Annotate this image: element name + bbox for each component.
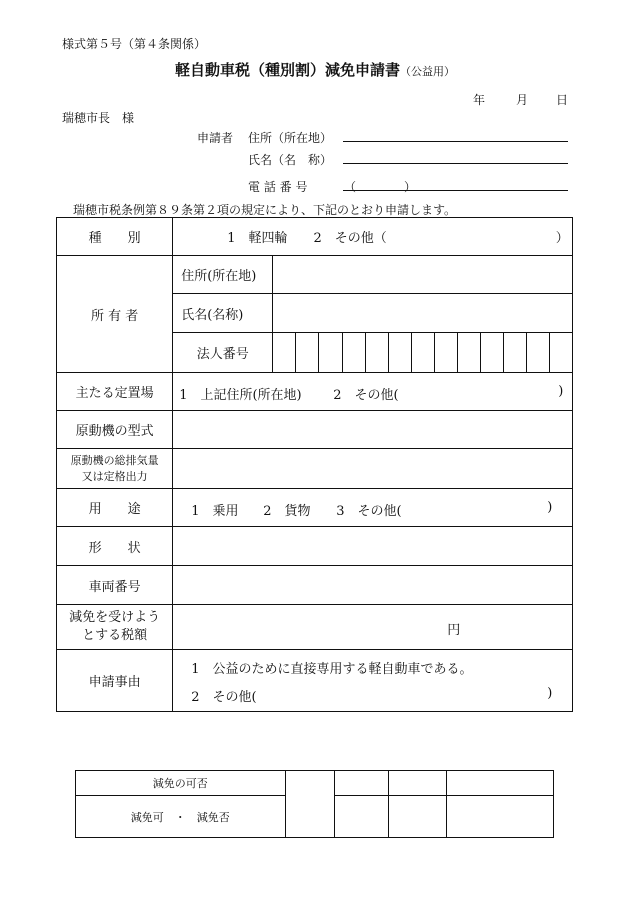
row-exempt-amount <box>57 605 573 650</box>
corp-no-digit[interactable] <box>549 333 572 373</box>
row-vehicle-no <box>57 566 573 605</box>
corp-no-digit[interactable] <box>526 333 549 373</box>
owner-name-label: 氏名(名称) <box>173 294 273 333</box>
storage-label: 主たる定置場 <box>57 373 173 411</box>
corp-no-digit[interactable] <box>434 333 457 373</box>
application-table <box>56 217 573 712</box>
exempt-amount-label <box>57 605 173 650</box>
corp-no-digit[interactable] <box>503 333 526 373</box>
use-close: ) <box>547 500 553 515</box>
row-reason <box>57 650 573 712</box>
date-year: 年 <box>473 93 486 107</box>
decision-table <box>75 770 554 838</box>
date-day: 日 <box>556 93 569 107</box>
exempt-amount-field[interactable] <box>173 605 573 650</box>
use-opt3: 3 その他( <box>336 504 402 519</box>
corp-no-digit[interactable] <box>365 333 388 373</box>
use-opt1: 1 乗用 <box>191 504 239 519</box>
reason-opt1: 1 公益のために直接専用する軽自動車である。 <box>191 662 473 677</box>
engine-model-label: 原動機の型式 <box>57 411 173 449</box>
decision-cell[interactable] <box>335 796 389 838</box>
displacement-label <box>57 449 173 489</box>
corp-no-digit[interactable] <box>296 333 319 373</box>
applicant-label: 申請者 <box>197 131 234 145</box>
decision-cell[interactable] <box>389 796 447 838</box>
row-shape <box>57 527 573 566</box>
corp-no-digit[interactable] <box>342 333 365 373</box>
type-options[interactable]: 1 軽四輪 2 その他（ ） <box>173 218 573 256</box>
applicant-phone-parens: （ ） <box>344 180 417 194</box>
applicant-phone-label: 電 話 番 号 <box>248 180 308 194</box>
use-opt2: 2 貨物 <box>263 504 311 519</box>
use-options[interactable] <box>173 489 573 527</box>
exempt-amount-unit: 円 <box>447 623 461 638</box>
decision-cell[interactable] <box>389 771 447 796</box>
displacement-label-line1: 原動機の総排気量 <box>70 453 159 467</box>
applicant-address-line[interactable] <box>343 141 568 142</box>
reason-options[interactable] <box>173 650 573 712</box>
applicant-address-label: 住所（所在地） <box>248 131 333 145</box>
corp-no-label: 法人番号 <box>173 333 273 373</box>
applicant-name-label: 氏名（名 称） <box>248 153 333 167</box>
row-use <box>57 489 573 527</box>
shape-field[interactable] <box>173 527 573 566</box>
reason-label: 申請事由 <box>57 650 173 712</box>
vehicle-no-label: 車両番号 <box>57 566 173 605</box>
owner-label: 所 有 者 <box>57 256 173 373</box>
corp-no-digit[interactable] <box>388 333 411 373</box>
exempt-amount-label-line2: とする税額 <box>82 628 148 643</box>
form-title-main: 軽自動車税（種別割）減免申請書 <box>175 61 401 79</box>
use-label: 用 途 <box>57 489 173 527</box>
corp-no-digit[interactable] <box>319 333 342 373</box>
owner-address-field[interactable] <box>273 256 573 294</box>
decision-cell[interactable] <box>447 796 554 838</box>
row-displacement <box>57 449 573 489</box>
row-engine-model <box>57 411 573 449</box>
addressee: 瑞穂市長 様 <box>62 111 135 125</box>
applicant-name-line[interactable] <box>343 163 568 164</box>
displacement-label-line2: 又は定格出力 <box>81 469 148 483</box>
storage-close: ) <box>558 384 564 399</box>
decision-value[interactable]: 減免可 ・ 減免否 <box>76 796 286 838</box>
form-title-sub: （公益用） <box>400 65 456 78</box>
storage-options[interactable] <box>173 373 573 411</box>
storage-opt1: 1 上記住所(所在地) <box>179 388 302 403</box>
reason-opt2: 2 その他( <box>191 690 257 705</box>
type-label: 種 別 <box>57 218 173 256</box>
decision-cell[interactable] <box>447 771 554 796</box>
shape-label: 形 状 <box>57 527 173 566</box>
form-title <box>175 59 455 80</box>
decision-row-header <box>76 771 554 796</box>
displacement-field[interactable] <box>173 449 573 489</box>
decision-cell[interactable] <box>335 771 389 796</box>
exempt-amount-label-line1: 減免を受けよう <box>69 610 161 625</box>
reason-close: ) <box>547 686 553 701</box>
decision-stamp-cell[interactable] <box>285 771 335 838</box>
corp-no-digit[interactable] <box>411 333 434 373</box>
corp-no-digit[interactable] <box>480 333 503 373</box>
row-type <box>57 218 573 256</box>
vehicle-no-field[interactable] <box>173 566 573 605</box>
storage-opt2: 2 その他( <box>333 388 399 403</box>
form-id: 様式第５号（第４条関係） <box>62 37 207 51</box>
decision-header: 減免の可否 <box>76 771 286 796</box>
row-owner-address <box>57 256 573 294</box>
row-storage <box>57 373 573 411</box>
intro-text: 瑞穂市税条例第８９条第２項の規定により、下記のとおり申請します。 <box>73 203 457 217</box>
owner-name-field[interactable] <box>273 294 573 333</box>
owner-address-label: 住所(所在地) <box>173 256 273 294</box>
corp-no-digit[interactable] <box>273 333 296 373</box>
applicant-phone-line[interactable] <box>343 190 568 191</box>
engine-model-field[interactable] <box>173 411 573 449</box>
date-month: 月 <box>516 93 529 107</box>
corp-no-digit[interactable] <box>457 333 480 373</box>
